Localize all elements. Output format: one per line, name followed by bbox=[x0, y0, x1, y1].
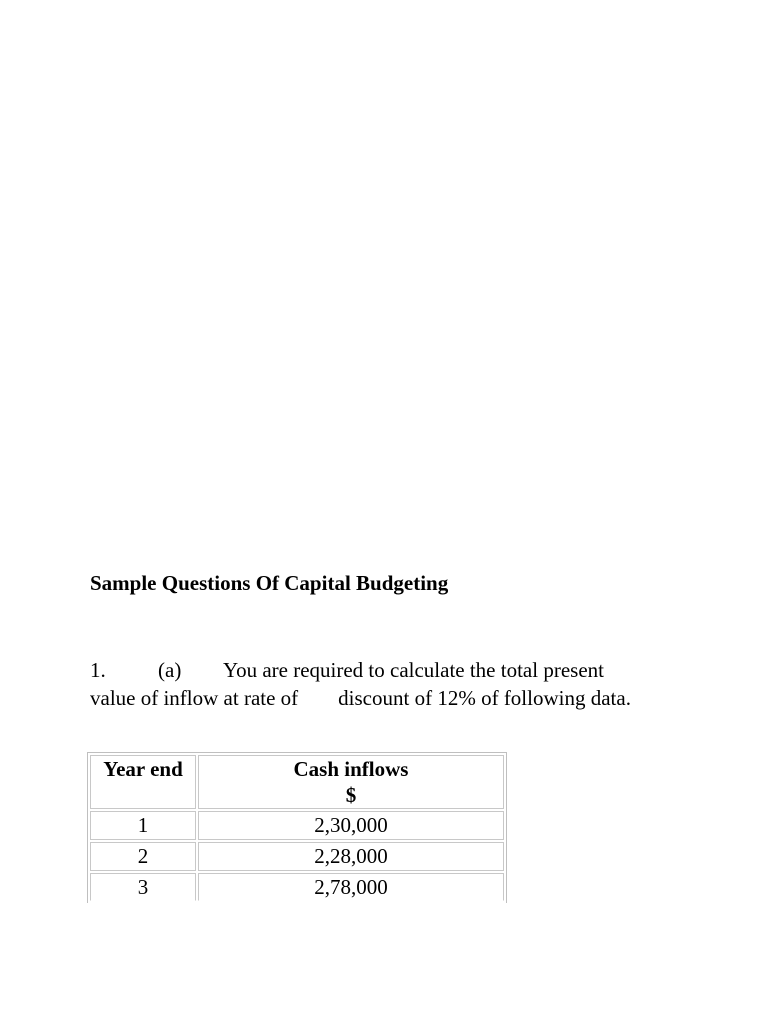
header-currency-unit: $ bbox=[345, 783, 357, 807]
question-line-2b: discount of 12% of following data. bbox=[338, 686, 631, 710]
year-cell: 3 bbox=[90, 873, 196, 901]
header-year-end: Year end bbox=[90, 755, 196, 809]
year-cell: 1 bbox=[90, 811, 196, 840]
page-title: Sample Questions Of Capital Budgeting bbox=[90, 571, 449, 595]
inflow-cell: 2,30,000 bbox=[198, 811, 504, 840]
inflow-cell: 2,28,000 bbox=[198, 842, 504, 871]
table-row bbox=[90, 873, 504, 901]
header-cash-inflows bbox=[198, 755, 504, 809]
question-part: (a) bbox=[158, 658, 182, 682]
header-cash-inflows-label: Cash inflows bbox=[293, 757, 409, 781]
table-header-row bbox=[90, 755, 504, 809]
inflow-cell: 2,78,000 bbox=[198, 873, 504, 901]
cash-inflows-table bbox=[87, 752, 507, 903]
question-number: 1. bbox=[90, 658, 106, 682]
question-line-1: You are required to calculate the total present bbox=[223, 658, 604, 682]
year-cell: 2 bbox=[90, 842, 196, 871]
table-row bbox=[90, 842, 504, 871]
question-line-2a: value of inflow at rate of bbox=[90, 686, 299, 710]
question-1a bbox=[90, 656, 631, 712]
table-row bbox=[90, 811, 504, 840]
